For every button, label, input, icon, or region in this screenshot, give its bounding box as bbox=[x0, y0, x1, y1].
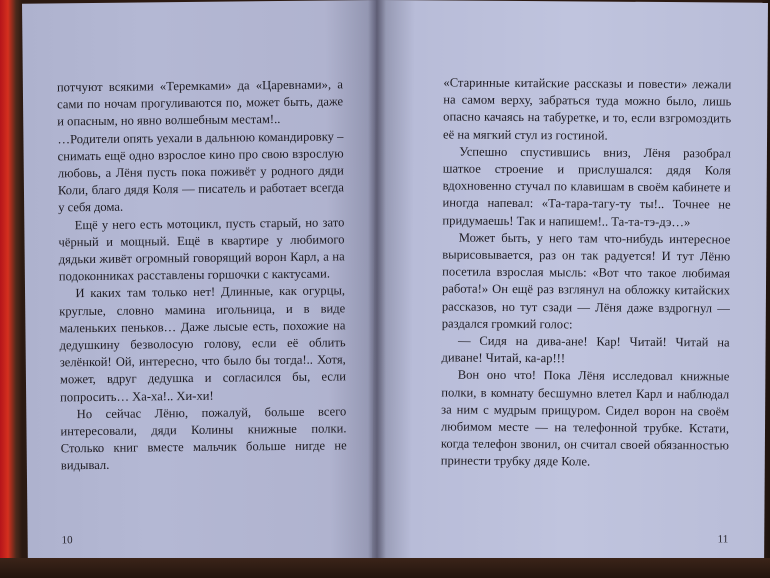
left-page bbox=[22, 0, 384, 564]
right-paragraph-2: Успешно спустившись вниз, Лёня разобрал шаткое строение и прислушался: дядя Коля вдохновенно стучал по клавишам в своём кабинете и иногда напевал: «Та-тара-тагу-ту ты!.. Точнее не придумаешь! Так и напишем!.. Та-та-тэ-дэ…» bbox=[442, 144, 731, 229]
right-paragraph-5: Вон оно что! Пока Лёня исследовал книжные полки, в комнату бесшумно влетел Карл и наблюдал за ним с мудрым прищуром. Сидел ворон на своём любимом месте — на телефонной трубке. Кстати, когда телефон звонил, он считал своей обязанностью принести трубку дяде Коле. bbox=[440, 368, 730, 469]
left-paragraph-3: Ещё у него есть мотоцикл, пусть старый, но зато чёрный и мощный. Ещё в квартире у любимого дядьки живёт огромный говорящий ворон Карл, а на подоконниках расставлены горшочки с кактусами. bbox=[58, 214, 345, 284]
book-spine-shadow bbox=[368, 0, 386, 560]
right-paragraph-4: — Сидя на дива-ане! Кар! Читай! Читай на диване! Читай, ка-ар!!! bbox=[441, 333, 730, 366]
right-page-number: 11 bbox=[717, 533, 729, 546]
left-page-number: 10 bbox=[61, 534, 73, 547]
left-paragraph-5: Но сейчас Лёню, пожалуй, больше всего интересовали, дяди Колины книжные полки. Столько книг вместе мальчик больше нигде не видывал. bbox=[60, 404, 347, 473]
right-paragraph-3: Может быть, у него там что-нибудь интересное вырисовывается, раз он так радуется! И тут Лёню посетила взрослая мысль: «Вот что такое любимая работа!» Он ещё раз взглянул на обложку китайских рассказов, но тут сзади — Лёня даже вздрогнул — раздался громкий голос: bbox=[441, 230, 731, 332]
left-paragraph-2: …Родители опять уехали в дальнюю командировку – снимать ещё одно взрослое кино про свою взрослую любовь, а Лёня пусть пока поживёт у родного дяди Коли, благо дядя Коля — писатель и работает всегда у себя дома. bbox=[57, 128, 345, 215]
right-paragraph-1: «Старинные китайские рассказы и повести» лежали на самом верху, забраться туда можно было, лишь опасно качаясь на табуретке, и то, если взгромоздить её на мягкий стул из гостиной. bbox=[443, 75, 732, 143]
table-edge bbox=[0, 558, 770, 578]
right-page bbox=[372, 0, 768, 563]
left-paragraph-4: И каких там только нет! Длинные, как огурцы, круглые, словно мамина игольница, и в виде маленьких пеньков… Даже лысые есть, похожие на дедушкину безволосую голову, если её облить зелёнкой! Ой, интересно, что было бы тогда!.. Хотя, может, вдруг дедушка и согласился бы, если попросить… Ха-ха!.. Хи-хи! bbox=[59, 283, 347, 405]
left-paragraph-1: потчуют всякими «Теремками» да «Царевнами», а сами по ночам прогуливаются по, может быть, даже и опасным, но явно волшебным местам!.. bbox=[56, 77, 344, 129]
